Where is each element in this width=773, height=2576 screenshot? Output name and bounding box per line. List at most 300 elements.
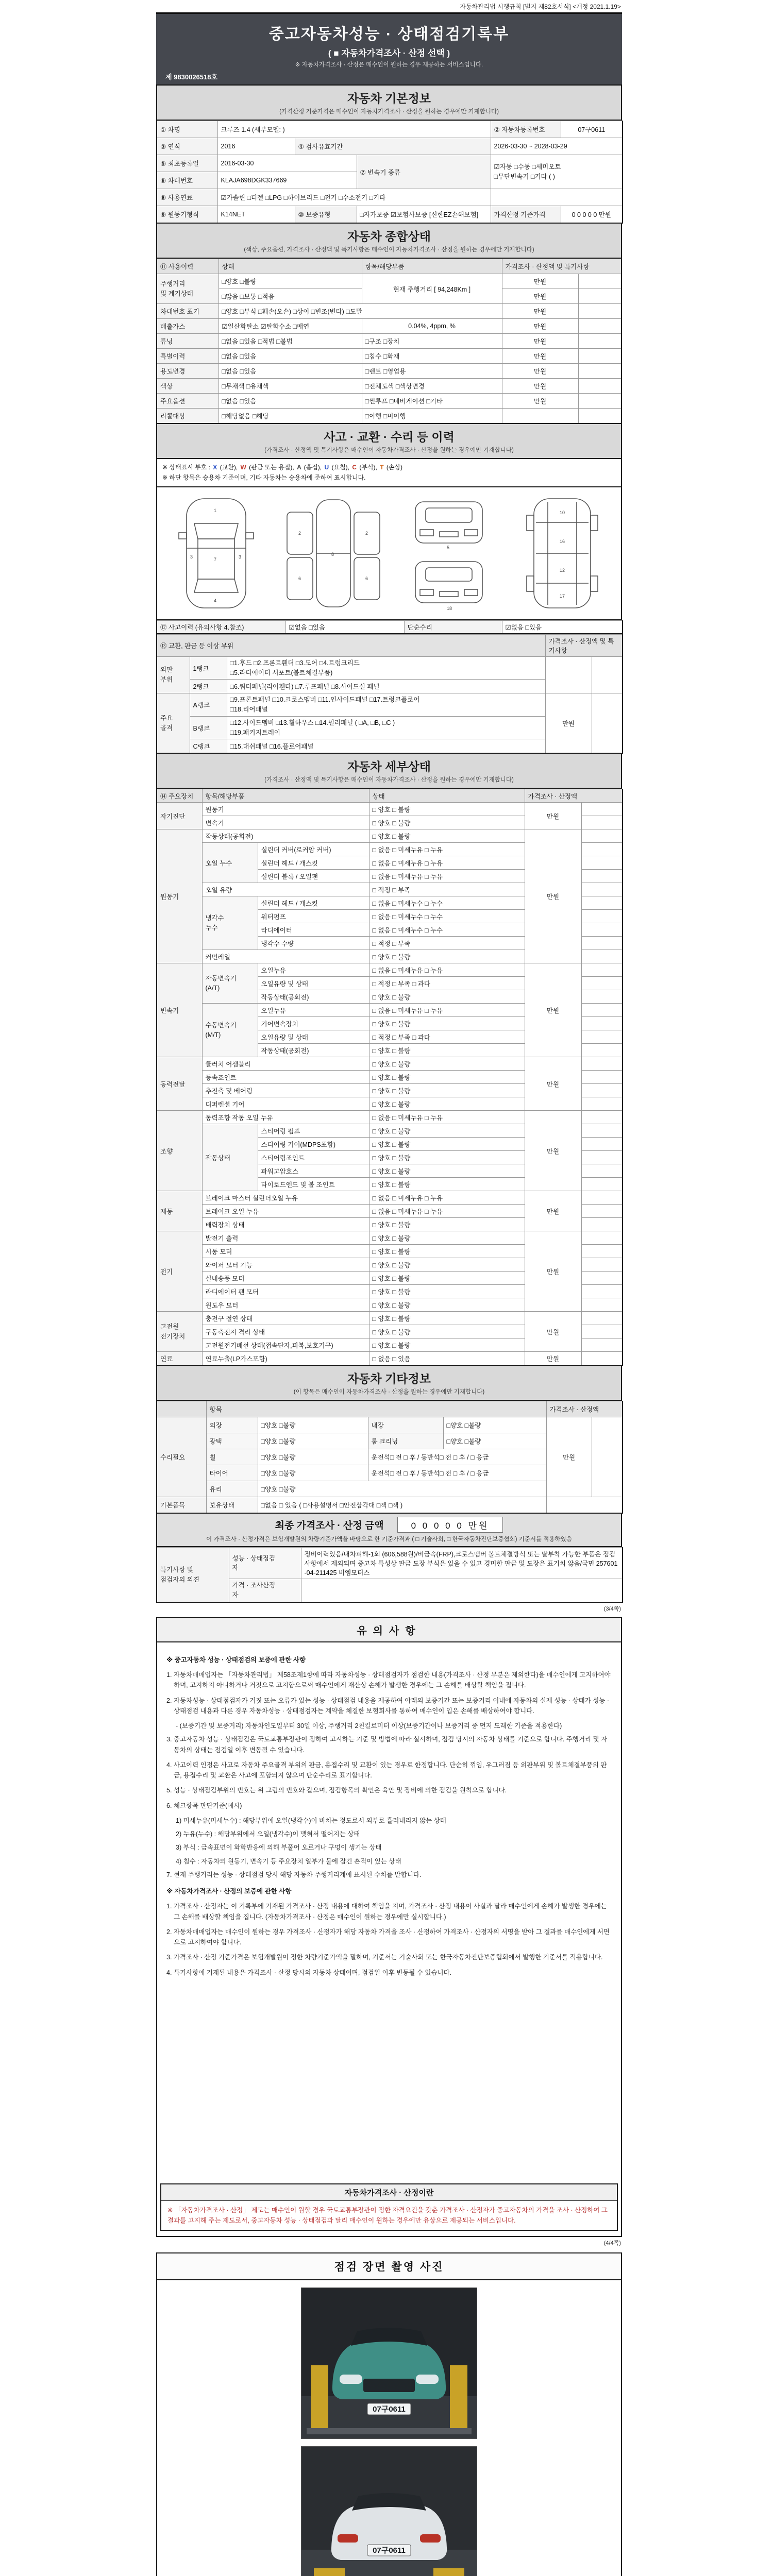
notice-paragraph: 2. 자동차성능 · 상태점검자가 거짓 또는 오류가 있는 성능 · 상태점검 내용을 제공하여 아래의 보증기간 또는 보증거리 이내에 자동차의 실제 성능 · 상태가 성능 · 상태점검 내용과 다른 경우 자동차성능 · 상태점검자는 계약을 체결한 보험회사를 통하여 매수인이 입은 손해를 배상하여야 합니다. — [166, 1697, 610, 1715]
table-cell: B랭크 — [190, 716, 227, 739]
table-cell: 만원 — [525, 1312, 581, 1352]
table-cell — [581, 963, 623, 977]
table-cell: □양호 □부식 □훼손(오손) □상이 □변조(변타) □도말 — [219, 304, 502, 319]
table-cell: 운전석□ 전 □ 후 / 동반석□ 전 □ 후 / □ 응급 — [368, 1449, 546, 1465]
table-cell — [581, 1030, 623, 1044]
status-code-letter: A — [297, 464, 303, 471]
final-price-note: 이 가격조사 · 산정가격은 보험개발원의 차량기준가액을 바탕으로 한 기준가격과 ( □ 기술사회, □ 한국자동차진단보증협회) 기준서를 적용하였음 — [206, 1536, 572, 1543]
table-cell: 고전원전기배선 상태(접속단자,피복,보호기구) — [202, 1338, 369, 1352]
table-cell: 만원 — [545, 693, 592, 754]
table-cell — [578, 304, 621, 319]
page-marker-3: (3/4쪽) — [603, 1605, 621, 1612]
table-cell: 만원 — [502, 319, 578, 334]
svg-text:18: 18 — [446, 605, 452, 611]
car-top-view-diagram — [163, 492, 269, 615]
table-cell: 변속기 — [157, 963, 202, 1057]
document-header — [156, 12, 622, 86]
table-cell: 1랭크 — [190, 656, 227, 680]
table-cell: □ 적정 □ 부족 □ 과다 — [369, 977, 525, 990]
table-cell: 주요옵션 — [157, 394, 219, 409]
table-cell: ③ 연식 — [157, 138, 217, 155]
table-cell — [581, 977, 623, 990]
svg-text:1: 1 — [214, 507, 217, 513]
svg-text:7: 7 — [214, 556, 217, 562]
table-cell: □ 없음 □ 미세누수 □ 누수 — [369, 896, 525, 910]
table-cell: 스티어링조인트 — [258, 1151, 369, 1164]
table-cell: □없음 □있음 — [219, 349, 362, 364]
table-cell: □ 없음 □ 미세누유 □ 누유 — [369, 1004, 525, 1017]
table-cell — [581, 1205, 623, 1218]
table-cell: 추진축 및 베어링 — [202, 1084, 369, 1097]
section-accident-header — [156, 424, 622, 459]
table-cell: 리콜대상 — [157, 409, 219, 424]
table-cell: 만원 — [525, 1352, 581, 1366]
table-cell: 자동변속기 (A/T) — [202, 963, 258, 1004]
section-overall-title: 자동차 종합상태 — [347, 230, 431, 243]
table-cell: K14NET — [217, 206, 295, 224]
table-cell: 가격조사 · 산정액 — [546, 1401, 623, 1417]
table-cell: □ 없음 □ 미세누유 □ 누유 — [369, 870, 525, 883]
table-cell: 단순수리 — [404, 620, 502, 634]
table-cell: 오일 누수 — [202, 843, 258, 883]
table-cell: 등속죠인트 — [202, 1071, 369, 1084]
table-cell: ② 자동차등록번호 — [491, 121, 561, 138]
table-cell: □ 적정 □ 부족 □ 과다 — [369, 1030, 525, 1044]
table-cell: 2016-03-30 — [217, 155, 357, 172]
table-cell: 휠 — [206, 1449, 258, 1465]
table-cell — [581, 1097, 623, 1111]
table-cell — [581, 1178, 623, 1191]
table-cell: □무채색 □유채색 — [219, 379, 362, 394]
section-basic-title: 자동차 기본정보 — [347, 92, 431, 105]
table-cell: □전체도색 □색상변경 — [362, 379, 502, 394]
final-price-section — [156, 1514, 622, 1547]
table-cell — [581, 1352, 623, 1366]
table-cell — [581, 937, 623, 950]
table-cell — [578, 409, 621, 424]
table-cell: □ 없음 □ 있음 — [369, 1352, 525, 1366]
document-title: 중고자동차성능 · 상태점검기록부 — [268, 26, 510, 43]
table-cell — [581, 816, 623, 829]
svg-text:5: 5 — [446, 545, 449, 550]
accident-note-2: ※ 하단 항목은 승용차 기준이며, 기타 자동차는 승용차에 준하여 표시합니다. — [162, 474, 366, 482]
table-cell — [491, 189, 623, 206]
table-cell: 유리 — [206, 1481, 258, 1497]
etc-info-table — [156, 1401, 623, 1514]
table-cell: □ 없음 □ 미세누유 □ 누유 — [369, 1191, 525, 1205]
inspector-opinion-table — [156, 1547, 623, 1603]
table-cell: 만원 — [502, 364, 578, 379]
table-cell — [301, 1579, 623, 1602]
table-cell: 동력조향 작동 오일 누유 — [202, 1111, 369, 1124]
price-definition-title: 자동차가격조사 · 산정이란 — [161, 2184, 617, 2201]
table-cell: 가격조사 · 산정액 및 특기사항 — [502, 259, 621, 274]
table-cell: ⑭ 주요장치 — [157, 789, 202, 803]
table-cell: □9.프론트패널 □10.크로스멤버 □11.인사이드패널 □17.트렁크플로어 □18.리어패널 — [227, 693, 545, 717]
table-cell: 브레이크 마스터 실린더오일 누유 — [202, 1191, 369, 1205]
status-code-desc: (요철), — [331, 464, 351, 471]
status-code-desc: (교환), — [220, 464, 240, 471]
table-cell — [581, 1138, 623, 1151]
inspection-photo-front — [301, 2287, 477, 2439]
notice-paragraph: 7. 현재 주행거리는 성능 · 상태점검 당시 해당 자동차 주행거리계에 표시된 수치를 말합니다. — [166, 1871, 422, 1878]
table-cell: 색상 — [157, 379, 219, 394]
table-cell: □없음 □있음 □적법 □불법 — [219, 334, 362, 349]
table-cell — [578, 289, 621, 304]
table-cell — [578, 364, 621, 379]
table-cell — [581, 1084, 623, 1097]
table-cell — [581, 1245, 623, 1258]
table-cell: 수리필요 — [157, 1417, 206, 1497]
document-note: ※ 자동차가격조사 · 산정은 매수인이 원하는 경우 제공하는 서비스입니다. — [295, 62, 483, 68]
svg-text:10: 10 — [559, 510, 565, 515]
section-etc-header — [156, 1366, 622, 1401]
table-cell — [581, 1298, 623, 1312]
table-cell — [581, 896, 623, 910]
notice-paragraph: 1. 가격조사 · 산정자는 이 기록부에 기재된 가격조사 · 산정 내용에 대하여 책임을 지며, 가격조사 · 산정 내용이 사실과 달라 매수인에게 손해가 발생한 경우에는 그 손해를 배상할 책임을 집니다. (자동차가격조사 · 산정은 매수인이 원하는 경우에만 실시합니다.) — [166, 1903, 607, 1921]
table-cell: 라디에이터 — [258, 923, 369, 937]
table-cell — [581, 923, 623, 937]
svg-text:4: 4 — [214, 598, 217, 603]
table-cell: 항목/해당부품 — [362, 259, 502, 274]
notice-paragraph: 6. 체크항목 판단기준(예시) — [166, 1802, 242, 1809]
table-cell: 현재 주행거리 [ 94,248Km ] — [362, 274, 502, 304]
notice-paragraph: - (보증기간 및 보증거리) 자동차인도일부터 30일 이상, 주행거리 2천킬로미터 이상(보증기간이나 보증거리 중 먼저 도래한 기준을 적용한다) — [176, 1722, 562, 1730]
table-cell — [581, 1258, 623, 1272]
notice-paragraph: 3) 부식 : 금속표면이 화학반응에 의해 부풀어 오르거나 구멍이 생기는 상태 — [176, 1844, 382, 1852]
section-detail-header — [156, 754, 622, 789]
inspection-photos-section — [156, 2252, 622, 2576]
table-cell: 항목 — [206, 1401, 546, 1417]
table-cell: □ 양호 □ 불량 — [369, 1298, 525, 1312]
table-cell: □ 양호 □ 불량 — [369, 1272, 525, 1285]
section-overall-header — [156, 224, 622, 259]
car-damage-diagrams — [156, 487, 622, 620]
table-cell: 항목/해당부품 — [202, 789, 369, 803]
table-cell — [592, 656, 623, 693]
table-cell: □ 양호 □ 불량 — [369, 816, 525, 829]
car-front-rear-view-diagram — [397, 492, 500, 615]
table-cell — [581, 1111, 623, 1124]
table-cell — [581, 829, 623, 843]
table-cell: 기어변속장치 — [258, 1017, 369, 1030]
section-overall-subtitle: (색상, 주요옵션, 가격조사 · 산정액 및 특기사항은 매수인이 자동차가격조사 · 산정을 원하는 경우에만 기재합니다) — [244, 247, 534, 253]
table-cell: 2랭크 — [190, 680, 227, 693]
table-cell: 클러치 어셈블리 — [202, 1057, 369, 1071]
table-cell: 라디에이터 팬 모터 — [202, 1285, 369, 1298]
table-cell: □자가보증 ☑보험사보증 [신한EZ손해보험] — [357, 206, 491, 224]
table-cell: 실린더 헤드 / 개스킷 — [258, 856, 369, 870]
table-cell: 연료누출(LP가스포함) — [202, 1352, 369, 1366]
table-cell — [578, 379, 621, 394]
table-cell: 실내송풍 모터 — [202, 1272, 369, 1285]
photos-title: 점검 장면 촬영 사진 — [157, 2253, 621, 2280]
table-cell: □ 양호 □ 불량 — [369, 1231, 525, 1245]
table-cell: 특별이력 — [157, 349, 219, 364]
section-detail-title: 자동차 세부상태 — [347, 760, 431, 774]
table-cell: 만원 — [525, 963, 581, 1057]
table-cell: 가격 · 조사산정 자 — [229, 1579, 301, 1602]
table-cell: 주행거리 및 계기상태 — [157, 274, 219, 304]
notice-paragraph: ※ 중고자동차 성능 · 상태점검의 보증에 관한 사항 — [166, 1656, 306, 1664]
table-cell: 파워고압호스 — [258, 1164, 369, 1178]
table-cell: □ 양호 □ 불량 — [369, 1245, 525, 1258]
table-cell: 상태 — [369, 789, 525, 803]
table-cell: □ 양호 □ 불량 — [369, 1178, 525, 1191]
table-cell: □ 양호 □ 불량 — [369, 1138, 525, 1151]
table-cell: 오일누유 — [258, 963, 369, 977]
table-cell — [581, 1218, 623, 1231]
section-accident-title: 사고 · 교환 · 수리 등 이력 — [324, 430, 455, 444]
table-cell: 발전기 출력 — [202, 1231, 369, 1245]
table-cell: 충전구 절연 상태 — [202, 1312, 369, 1325]
table-cell: □썬루프 □네비게이션 □기타 — [362, 394, 502, 409]
inspection-record-document — [156, 2, 622, 2576]
table-cell: 타이로드엔드 및 볼 조인트 — [258, 1178, 369, 1191]
table-cell: 가격조사 · 산정액 — [525, 789, 623, 803]
final-price-label: 최종 가격조사 · 산정 금액 — [275, 1520, 384, 1532]
table-cell — [157, 1401, 206, 1417]
table-cell: 타이어 — [206, 1465, 258, 1481]
table-cell: □ 양호 □ 불량 — [369, 1071, 525, 1084]
table-cell: 상태 — [219, 259, 362, 274]
table-cell: □ 적정 □ 부족 — [369, 937, 525, 950]
table-cell — [581, 1191, 623, 1205]
status-code-letter: W — [240, 464, 248, 471]
table-cell: 스티어링 펌프 — [258, 1124, 369, 1138]
table-cell: 만원 — [502, 379, 578, 394]
table-cell: □양호 □불량 — [443, 1417, 546, 1433]
car-underbody-diagram — [509, 492, 615, 615]
table-cell: 실린더 블록 / 오일팬 — [258, 870, 369, 883]
table-cell: ⑫ 사고이력 (유의사항 4.참조) — [157, 620, 285, 634]
table-cell: ⑬ 교환, 판금 등 이상 부위 — [157, 634, 545, 656]
table-cell — [581, 1285, 623, 1298]
notice-body — [157, 1642, 621, 2176]
table-cell: 크루즈 1.4 (세부모델: ) — [217, 121, 491, 138]
table-cell: 주요 골격 — [157, 693, 190, 754]
table-cell: 특기사항 및 점검자의 의견 — [157, 1548, 229, 1602]
table-cell: 오일누유 — [258, 1004, 369, 1017]
table-cell: □ 양호 □ 불량 — [369, 1084, 525, 1097]
table-cell: ① 차명 — [157, 121, 217, 138]
table-cell: □ 양호 □ 불량 — [369, 990, 525, 1004]
car-unfolded-panels-diagram — [278, 492, 389, 615]
table-cell: □많음 □보통 □적음 — [219, 289, 362, 304]
table-cell: □이행 □미이행 — [362, 409, 502, 424]
table-cell: 원동기 — [157, 829, 202, 963]
table-cell: 성능 · 상태점검 자 — [229, 1548, 301, 1579]
notice-paragraph: ※ 자동차가격조사 · 산정의 보증에 관한 사항 — [166, 1888, 292, 1895]
table-cell — [578, 274, 621, 289]
table-cell: □양호 □불량 — [258, 1481, 546, 1497]
table-cell — [581, 1338, 623, 1352]
table-cell: 튜닝 — [157, 334, 219, 349]
table-cell — [581, 803, 623, 816]
status-code-letter: U — [324, 464, 331, 471]
table-cell: 만원 — [502, 349, 578, 364]
table-cell — [581, 910, 623, 923]
table-cell — [581, 1272, 623, 1285]
status-code-desc: (흠집), — [304, 464, 324, 471]
table-cell — [581, 1325, 623, 1338]
table-cell: 오일유량 및 상태 — [258, 1030, 369, 1044]
table-cell: 원동기 — [202, 803, 369, 816]
overall-status-table — [156, 259, 622, 424]
section-accident-subtitle: (가격조사 · 산정액 및 특기사항은 매수인이 자동차가격조사 · 산정을 원하는 경우에만 기재합니다) — [264, 447, 514, 453]
svg-text:12: 12 — [559, 567, 565, 573]
table-cell: □양호 □불량 — [258, 1465, 368, 1481]
table-cell: 광택 — [206, 1433, 258, 1449]
table-cell: ☑없음 □있음 — [285, 620, 404, 634]
table-cell: □ 없음 □ 미세누수 □ 누수 — [369, 910, 525, 923]
table-cell — [581, 1017, 623, 1030]
table-cell: 만원 — [525, 1191, 581, 1231]
status-code-desc: (판금 또는 용접), — [249, 464, 296, 471]
table-cell: 워터펌프 — [258, 910, 369, 923]
table-cell — [581, 1124, 623, 1138]
section-etc-subtitle: (이 항목은 매수인이 자동차가격조사 · 산정을 원하는 경우에만 기재합니다) — [293, 1389, 485, 1396]
table-cell: ☑가솔린 □디젤 □LPG □하이브리드 □전기 □수소전기 □기타 — [217, 189, 491, 206]
notice-paragraph: 2. 자동차매매업자는 매수인이 원하는 경우 가격조사 · 산정자가 해당 자동차 가격을 조사 · 산정하여 가격조사 · 산정자의 서명을 받아 그 결과를 매수인에게 서면으로 고지하여야 합니다. — [166, 1928, 610, 1946]
table-cell: 전기 — [157, 1231, 202, 1312]
table-cell: 외판 부위 — [157, 656, 190, 693]
table-cell — [581, 1044, 623, 1057]
table-cell: 수동변속기 (M/T) — [202, 1004, 258, 1057]
table-cell: 0 0 0 0 0 만원 — [561, 206, 623, 224]
table-cell: □양호 □불량 — [258, 1417, 368, 1433]
table-cell: 조향 — [157, 1111, 202, 1191]
table-cell: 냉각수 수량 — [258, 937, 369, 950]
table-cell: 동력전달 — [157, 1057, 202, 1111]
table-cell: 정비이력있음/내차피해-1회 (606,588원)/비금속(FRP),크로스멤버 볼트체결방식 또는 탈부착 가능한 부품은 점검사항에서 제외되며 중고차 특성상 판금 도장 부식은 있을 수 있고 경미한 판금 및 도장은 표기치 않음/국민 257601-04-211425 비엠모터스 — [301, 1548, 623, 1579]
table-cell: 오일 유량 — [202, 883, 369, 896]
table-cell: ⑦ 변속기 종류 — [357, 155, 491, 189]
table-cell: □ 없음 □ 미세누유 □ 누유 — [369, 856, 525, 870]
table-cell: 만원 — [502, 289, 578, 304]
notice-paragraph: 5. 성능 · 상태점검부위의 번호는 위 그림의 번호와 같으며, 점검항목의 확인은 육안 및 장비에 의한 점검을 원칙으로 합니다. — [166, 1787, 507, 1794]
status-code-letter: C — [352, 464, 359, 471]
table-cell: 작동상태(공회전) — [258, 1044, 369, 1057]
table-cell — [581, 1057, 623, 1071]
table-cell: 만원 — [502, 334, 578, 349]
table-cell: □ 없음 □ 미세누유 □ 누유 — [369, 843, 525, 856]
table-cell: □ 양호 □ 불량 — [369, 1097, 525, 1111]
table-cell: 만원 — [525, 803, 581, 829]
table-cell: ⑩ 보증유형 — [295, 206, 357, 224]
table-cell — [578, 334, 621, 349]
table-cell: ☑자동 □수동 □세미오토 □무단변속기 □기타 ( ) — [491, 155, 623, 189]
svg-text:6: 6 — [365, 575, 368, 581]
table-cell: 외장 — [206, 1417, 258, 1433]
table-cell: □ 양호 □ 불량 — [369, 950, 525, 963]
table-cell: □없음 □있음 — [219, 364, 362, 379]
table-cell — [581, 856, 623, 870]
section-detail-subtitle: (가격조사 · 산정액 및 특기사항은 매수인이 자동차가격조사 · 산정을 원하는 경우에만 기재합니다) — [264, 777, 514, 784]
status-code-desc: (부식), — [359, 464, 379, 471]
table-cell: 작동상태(공회전) — [258, 990, 369, 1004]
page-marker-4: (4/4쪽) — [603, 2240, 621, 2246]
table-cell: □ 양호 □ 불량 — [369, 829, 525, 843]
license-plate-front: 07구0611 — [373, 2404, 406, 2414]
svg-text:2: 2 — [365, 530, 368, 536]
table-cell: □ 양호 □ 불량 — [369, 1218, 525, 1231]
table-cell: ⑥ 차대번호 — [157, 172, 217, 189]
table-cell — [581, 1231, 623, 1245]
table-cell: 운전석□ 전 □ 후 / 동반석□ 전 □ 후 / □ 응급 — [368, 1465, 546, 1481]
table-cell: 스티어링 기어(MDPS포함) — [258, 1138, 369, 1151]
table-cell: □ 없음 □ 미세누유 □ 누유 — [369, 963, 525, 977]
notice-paragraph: 4) 침수 : 자동차의 원동기, 변속기 등 주요장치 일부가 물에 잠긴 흔적이 있는 상태 — [176, 1857, 401, 1865]
status-code-label: ※ 상태표시 부호 : — [162, 464, 210, 471]
table-cell: C랭크 — [190, 739, 227, 754]
svg-text:8: 8 — [331, 551, 334, 557]
table-cell: 디퍼렌셜 기어 — [202, 1097, 369, 1111]
table-cell — [546, 1497, 623, 1514]
table-cell: □해당없음 □해당 — [219, 409, 362, 424]
table-cell: 만원 — [502, 304, 578, 319]
table-cell: □양호 □불량 — [443, 1433, 546, 1449]
status-code-letter: X — [213, 464, 219, 471]
section-basic-subtitle: (가격산정 기준가격은 매수인이 자동차가격조사 · 산정을 원하는 경우에만 기재합니다) — [279, 109, 499, 115]
table-cell: □ 양호 □ 불량 — [369, 1285, 525, 1298]
table-cell — [578, 319, 621, 334]
price-definition-box — [160, 2183, 618, 2231]
notice-section — [156, 1617, 622, 2237]
accident-history-row — [156, 620, 623, 634]
table-cell: 만원 — [502, 394, 578, 409]
table-cell: 만원 — [525, 829, 581, 963]
table-cell: ⑨ 원동기형식 — [157, 206, 217, 224]
table-cell: 작동상태 — [202, 1124, 258, 1191]
table-cell: □15.대쉬패널 □16.플로어패널 — [227, 739, 545, 754]
document-number: 제 9830026518호 — [165, 73, 218, 81]
table-cell: 시동 모터 — [202, 1245, 369, 1258]
table-cell: □ 양호 □ 불량 — [369, 1151, 525, 1164]
table-cell: 오일유량 및 상태 — [258, 977, 369, 990]
svg-text:6: 6 — [298, 575, 301, 581]
table-cell: ☑일산화탄소 ☑탄화수소 □매연 — [219, 319, 362, 334]
table-cell: □ 양호 □ 불량 — [369, 1338, 525, 1352]
table-cell: □침수 □화재 — [362, 349, 502, 364]
table-cell: ④ 검사유효기간 — [295, 138, 491, 155]
svg-text:17: 17 — [559, 593, 565, 599]
table-cell: ⑤ 최초등록일 — [157, 155, 217, 172]
table-cell: 가격산정 기준가격 — [491, 206, 561, 224]
table-cell: 작동상태(공회전) — [202, 829, 369, 843]
table-cell: □ 적정 □ 부족 — [369, 883, 525, 896]
table-cell: 와이퍼 모터 기능 — [202, 1258, 369, 1272]
table-cell: 변속기 — [202, 816, 369, 829]
table-cell: □ 양호 □ 불량 — [369, 1017, 525, 1030]
table-cell: A랭크 — [190, 693, 227, 717]
table-cell — [545, 656, 592, 693]
table-cell: 실린더 커버(로커암 커버) — [258, 843, 369, 856]
table-cell — [592, 1417, 623, 1497]
table-cell: 연료 — [157, 1352, 202, 1366]
table-cell — [502, 409, 578, 424]
svg-text:2: 2 — [298, 530, 301, 536]
table-cell: □ 양호 □ 불량 — [369, 1057, 525, 1071]
table-cell: 제동 — [157, 1191, 202, 1231]
table-cell: □6.쿼터패널(리어휀다) □7.루프패널 □8.사이드실 패널 — [227, 680, 545, 693]
table-cell — [581, 870, 623, 883]
table-cell — [581, 990, 623, 1004]
table-cell: 만원 — [525, 1057, 581, 1111]
table-cell: 윈도우 모터 — [202, 1298, 369, 1312]
table-cell: □ 양호 □ 불량 — [369, 1124, 525, 1138]
section-basic-header — [156, 86, 622, 121]
